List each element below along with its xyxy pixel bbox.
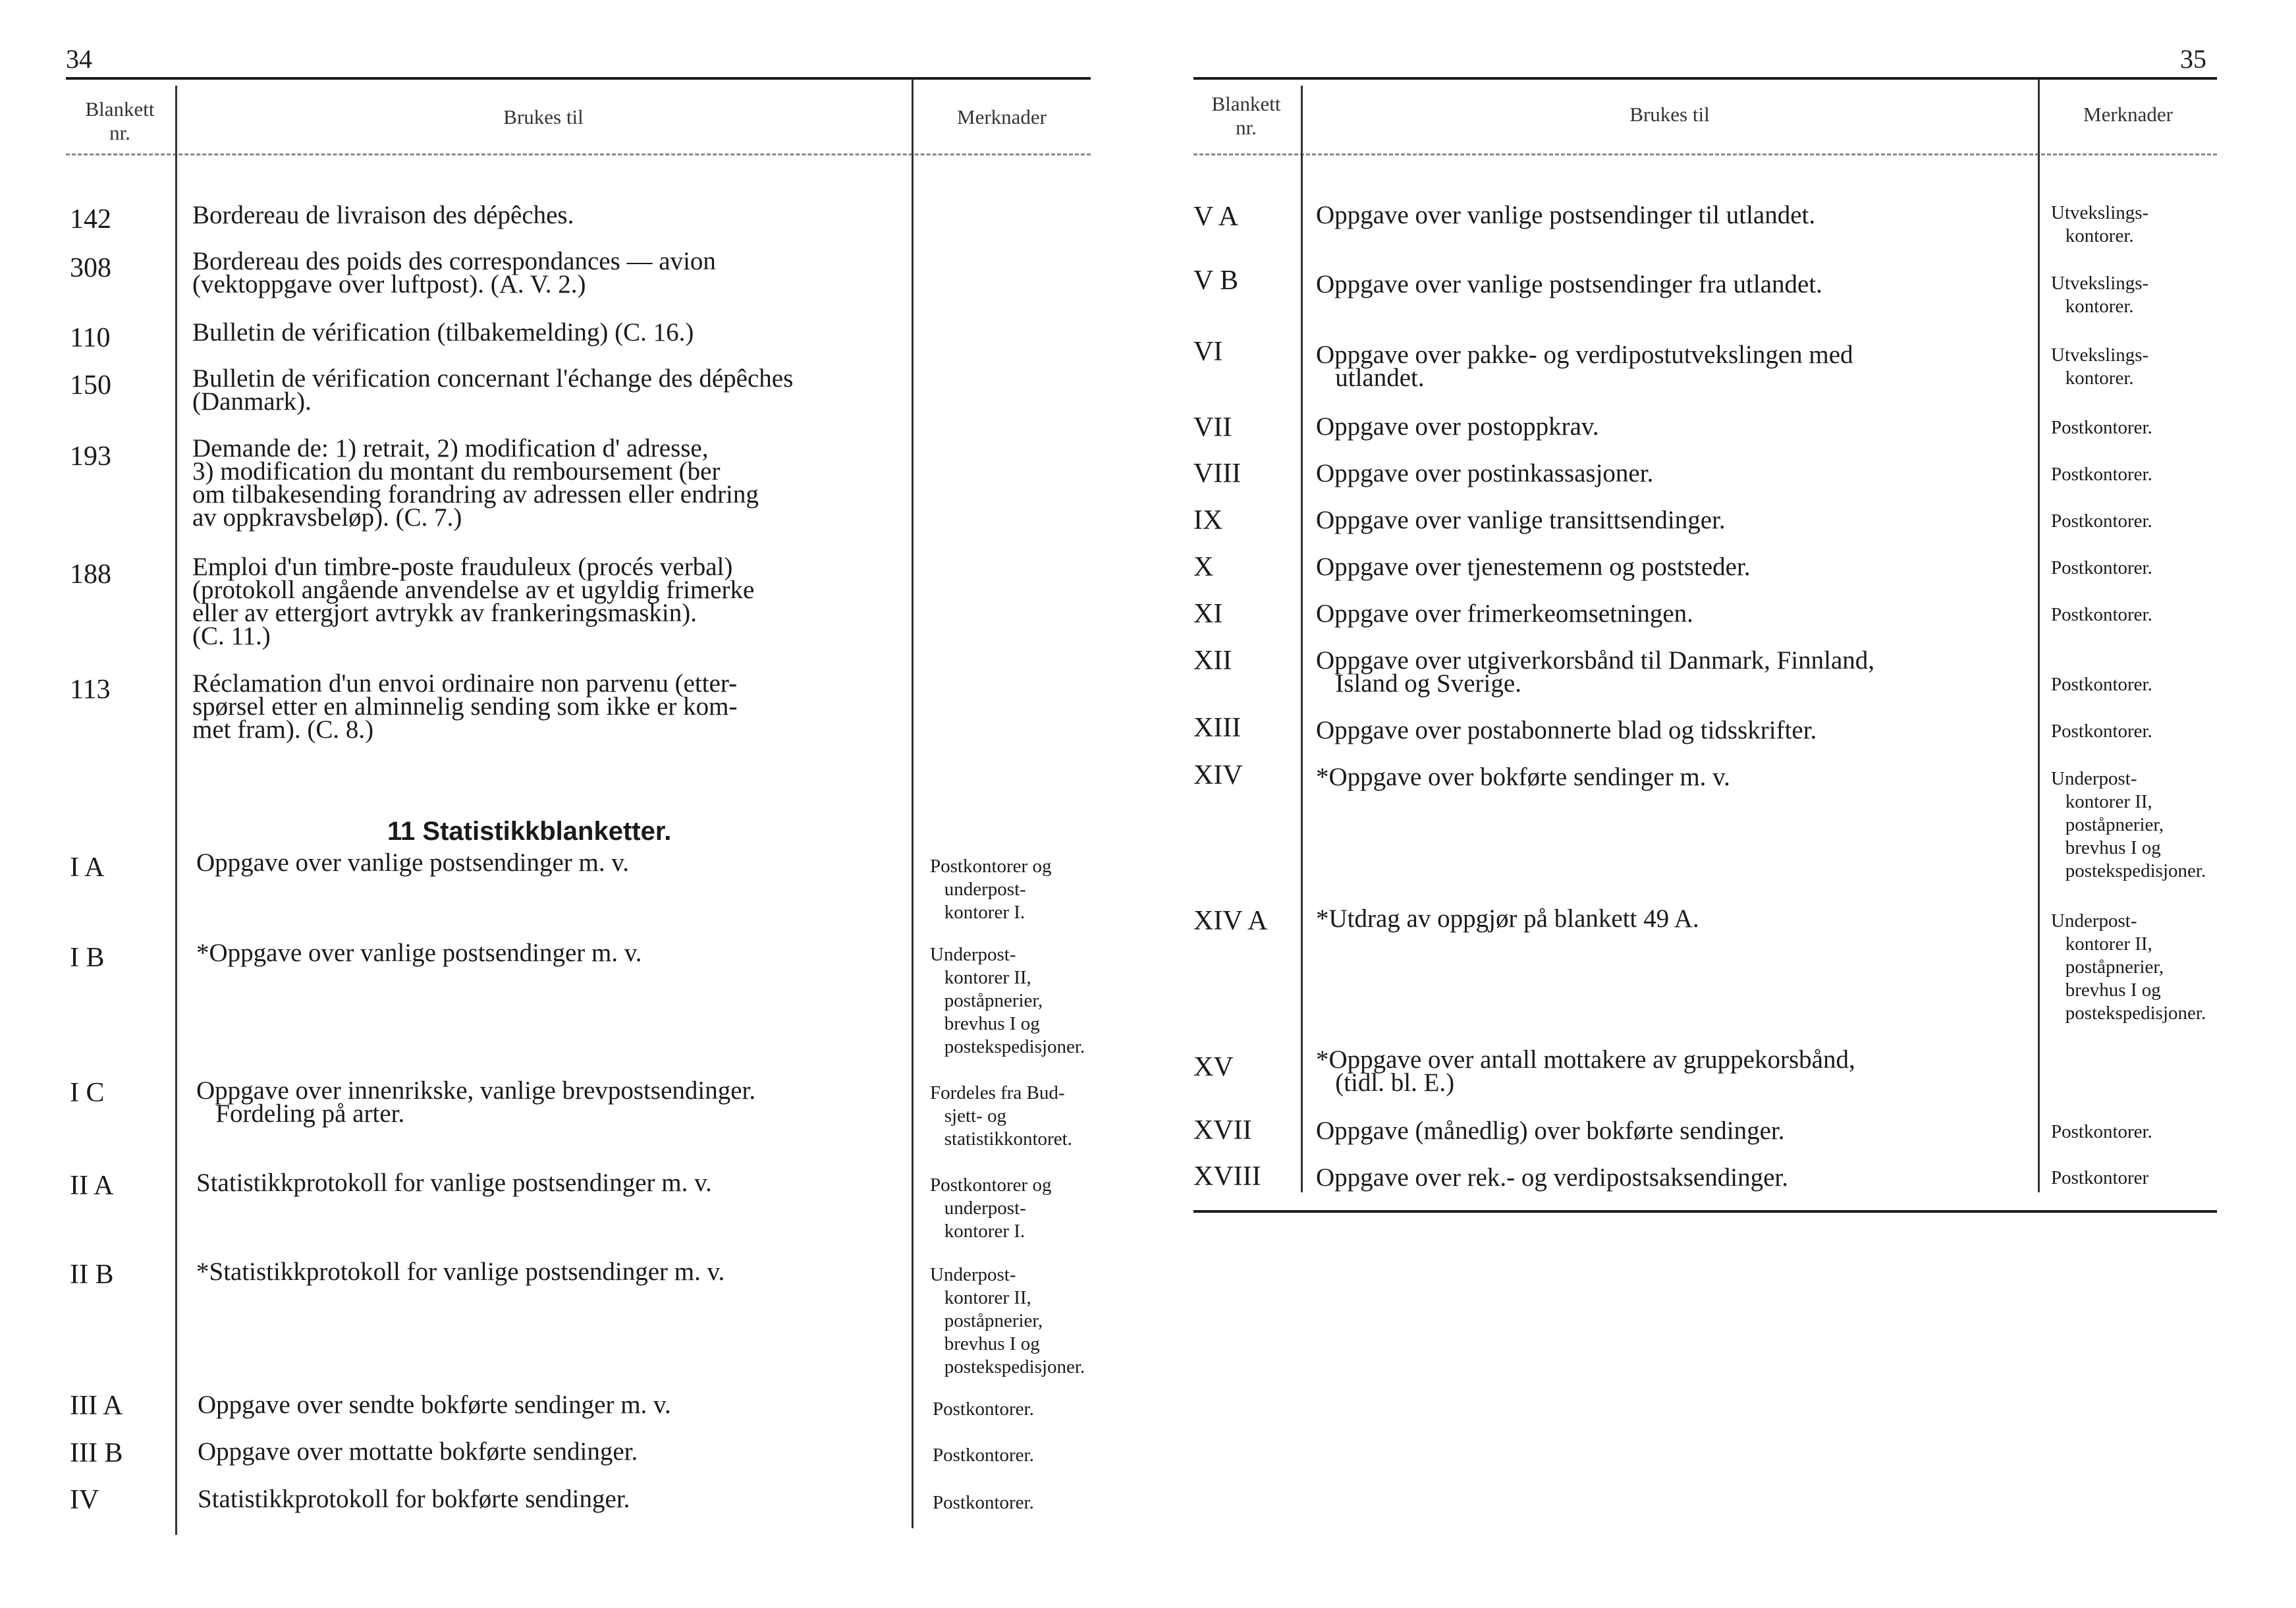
row-text: Oppgave over mottatte bokførte sendinger. — [198, 1437, 638, 1466]
row-remark: Utvekslings- kontorer. — [2051, 345, 2149, 389]
row-remark: Utvekslings- kontorer. — [2051, 273, 2149, 317]
row-nr: X — [1193, 552, 1214, 582]
header-blankett-line1: Blankett — [85, 97, 155, 121]
page-number-left: 34 — [66, 44, 92, 74]
header-blankett-line2: nr. — [109, 121, 130, 144]
row-remark: Postkontorer. — [2051, 417, 2152, 438]
row-nr: I C — [70, 1078, 105, 1108]
row-text: *Oppgave over bokførte sendinger m. v. — [1316, 763, 1730, 791]
row-nr: I A — [70, 852, 105, 883]
row-nr: XIV — [1193, 760, 1243, 790]
row-nr: 110 — [70, 323, 111, 353]
row-nr: 142 — [70, 204, 111, 235]
row-text: Oppgave over sendte bokførte sendinger m. v. — [198, 1391, 671, 1419]
row-text: Oppgave over postabonnerte blad og tidsskrifter. — [1316, 716, 1817, 744]
top-rule-left — [66, 77, 1091, 80]
row-remark: Postkontorer. — [2051, 557, 2152, 578]
row-remark: Postkontorer. — [2051, 511, 2152, 532]
row-text: Oppgave over vanlige postsendinger til utlandet. — [1316, 201, 1816, 229]
column-divider-nr-right — [1301, 86, 1303, 1192]
row-nr: VIII — [1193, 458, 1242, 489]
row-text: Oppgave over frimerkeomsetningen. — [1316, 599, 1693, 628]
row-nr: 188 — [70, 559, 111, 590]
row-nr: V B — [1193, 265, 1239, 296]
column-divider-nr-left — [175, 86, 177, 1535]
row-remark: Postkontorer. — [933, 1492, 1034, 1513]
row-text: Bordereau de livraison des dépêches. — [192, 201, 574, 229]
row-nr: 113 — [70, 675, 111, 705]
row-text: *Oppgave over antall mottakere av gruppekorsbånd, (tidl. bl. E.) — [1316, 1045, 1855, 1097]
row-nr: 193 — [70, 441, 111, 472]
row-nr: 150 — [70, 370, 111, 401]
row-remark: Postkontorer. — [2051, 464, 2152, 485]
row-nr: II B — [70, 1260, 114, 1290]
row-text: Oppgave over utgiverkorsbånd til Danmark, Finnland, Island og Sverige. — [1316, 646, 1875, 698]
row-nr: IV — [70, 1485, 99, 1515]
row-remark: Fordeles fra Bud- sjett- og statistikkontoret. — [930, 1082, 1072, 1150]
header-brukes-til-right: Brukes til — [1629, 103, 1710, 126]
row-text: Oppgave over tjenestemenn og poststeder. — [1316, 553, 1751, 581]
row-remark: Postkontorer. — [2051, 1121, 2152, 1142]
row-nr: IX — [1193, 505, 1223, 536]
header-blankett-right — [1193, 92, 1299, 140]
row-text: Statistikkprotokoll for bokførte sendinger. — [198, 1485, 630, 1513]
row-nr: III A — [70, 1391, 123, 1421]
row-text: Oppgave over innenrikske, vanlige brevpostsendinger. Fordeling på arter. — [196, 1076, 756, 1128]
row-text: Oppgave (månedlig) over bokførte sendinger. — [1316, 1117, 1785, 1145]
row-remark: Utvekslings- kontorer. — [2051, 202, 2149, 246]
row-nr: XIII — [1193, 713, 1242, 743]
row-remark: Underpost- kontorer II, poståpnerier, brevhus I og postekspedisjoner. — [930, 1264, 1085, 1377]
row-nr: XII — [1193, 646, 1232, 676]
row-nr: XIV A — [1193, 906, 1268, 936]
row-text: Oppgave over rek.- og verdipostsaksendinger. — [1316, 1163, 1788, 1192]
row-text: Oppgave over vanlige postsendinger fra utlandet. — [1316, 270, 1822, 298]
row-text: Oppgave over postinkassasjoner. — [1316, 459, 1654, 487]
row-nr: III B — [70, 1438, 123, 1468]
row-nr: VI — [1193, 337, 1223, 367]
section-title: 11 Statistikkblanketter. — [387, 817, 672, 846]
row-text: Oppgave over vanlige transittsendinger. — [1316, 506, 1726, 534]
header-blankett-line1: Blankett — [1211, 92, 1281, 115]
row-text: Oppgave over pakke- og verdipostutvekslingen med utlandet. — [1316, 341, 1853, 392]
row-text: Bulletin de vérification (tilbakemelding) (C. 16.) — [192, 318, 694, 347]
row-remark: Postkontorer. — [933, 1445, 1034, 1466]
header-merknader-left: Merknader — [957, 105, 1047, 128]
row-text: Oppgave over postoppkrav. — [1316, 412, 1599, 441]
row-remark: Postkontorer. — [2051, 674, 2152, 695]
column-divider-remarks-right — [2038, 79, 2040, 1192]
row-text: Oppgave over vanlige postsendinger m. v. — [196, 848, 630, 877]
column-divider-remarks-left — [912, 79, 914, 1528]
header-brukes-til-left: Brukes til — [503, 105, 584, 128]
header-blankett-left — [66, 97, 174, 145]
row-text: Bulletin de vérification concernant l'échange des dépêches (Danmark). — [192, 364, 794, 416]
row-text: *Utdrag av oppgjør på blankett 49 A. — [1316, 904, 1699, 933]
row-nr: V A — [1193, 202, 1239, 232]
row-text: *Oppgave over vanlige postsendinger m. v. — [196, 939, 642, 967]
row-text: Demande de: 1) retrait, 2) modification d' adresse, 3) modification du montant du remboursement (ber om tilbakesending forandring av adressen eller endring av oppkravsbeløp). (C. 7.) — [192, 434, 759, 532]
row-remark: Postkontorer og underpost- kontorer I. — [930, 856, 1052, 923]
row-nr: 308 — [70, 253, 111, 283]
row-nr: XVII — [1193, 1115, 1252, 1146]
row-nr: II A — [70, 1171, 114, 1201]
row-text: Emploi d'un timbre-poste frauduleux (procés verbal) (protokoll angående anvendelse av et ugyldig frimerke eller av ettergjort avtrykk av frankeringsmaskin). (C. 11.) — [192, 553, 755, 650]
row-text: Réclamation d'un envoi ordinaire non parvenu (etter- spørsel etter en alminnelig sending som ikke er kom- met fram). (C. 8.) — [192, 669, 738, 744]
row-remark: Postkontorer og underpost- kontorer I. — [930, 1175, 1052, 1242]
header-divider-right — [1193, 153, 2217, 155]
top-rule-right — [1193, 77, 2217, 80]
row-remark: Underpost- kontorer II, poståpnerier, brevhus I og postekspedisjoner. — [930, 944, 1085, 1057]
row-remark: Postkontorer — [2051, 1167, 2149, 1188]
row-nr: XVIII — [1193, 1161, 1261, 1192]
bottom-rule-right — [1193, 1210, 2217, 1213]
row-text: Bordereau des poids des correspondances — avion (vektoppgave over luftpost). (A. V. 2.) — [192, 247, 716, 298]
row-remark: Postkontorer. — [2051, 721, 2152, 742]
row-text: Statistikkprotokoll for vanlige postsendinger m. v. — [196, 1169, 712, 1197]
header-merknader-right: Merknader — [2083, 103, 2173, 126]
row-nr: I B — [70, 943, 105, 973]
row-remark: Postkontorer. — [2051, 604, 2152, 625]
row-nr: XI — [1193, 599, 1223, 629]
row-remark: Postkontorer. — [933, 1399, 1034, 1420]
header-blankett-line2: nr. — [1236, 116, 1257, 139]
row-nr: XV — [1193, 1052, 1234, 1082]
row-remark: Underpost- kontorer II, poståpnerier, brevhus I og postekspedisjoner. — [2051, 910, 2206, 1024]
header-divider-left — [66, 153, 1091, 155]
page-number-right: 35 — [2180, 44, 2206, 74]
row-text: *Statistikkprotokoll for vanlige postsendinger m. v. — [196, 1258, 725, 1286]
row-remark: Underpost- kontorer II, poståpnerier, brevhus I og postekspedisjoner. — [2051, 768, 2206, 881]
row-nr: VII — [1193, 412, 1232, 443]
